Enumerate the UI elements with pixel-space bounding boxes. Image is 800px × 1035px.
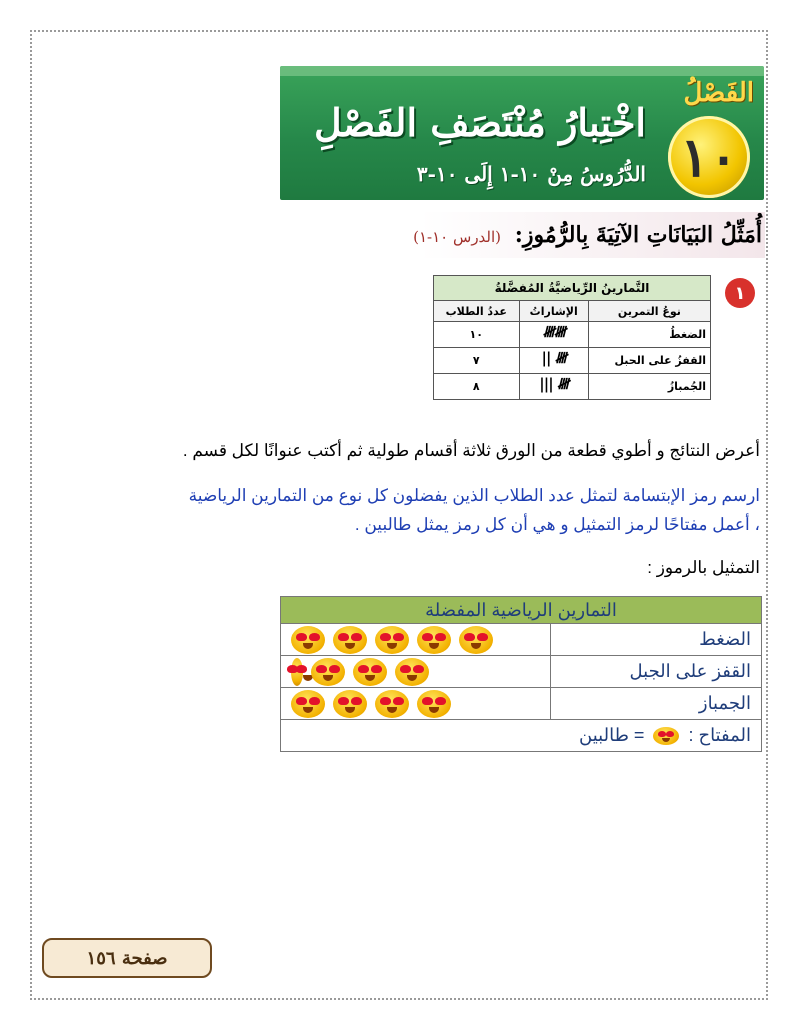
section-heading-text: أُمَثِّلُ البَيَانَاتِ الآتِيَةَ بِالرُّمُوزِ: (514, 222, 762, 248)
pictograph-icons (281, 688, 551, 720)
banner-subtitle: الدُّرُوسُ مِنْ ١٠-١ إِلَى ١٠-٣ (416, 162, 646, 186)
instruction-line-2: ارسم رمز الإبتسامة لتمثل عدد الطلاب الذين يفضلون كل نوع من التمارين الرياضية (188, 486, 760, 505)
smiley-heart-eyes-icon (333, 626, 367, 654)
pictograph-title: التمارين الرياضية المفضلة (281, 597, 762, 624)
key-value: = طالبين (579, 725, 645, 745)
smiley-heart-eyes-icon (291, 658, 303, 686)
tally-header-marks: الإشاراتُ (519, 301, 588, 322)
smiley-heart-eyes-icon (353, 658, 387, 686)
smiley-heart-eyes-icon (291, 626, 325, 654)
table-row (434, 374, 711, 400)
tally-marks: 𝍸𝍸 (519, 322, 588, 348)
banner-stripe (280, 66, 764, 76)
pictograph-table (280, 596, 762, 752)
pictograph-icons (281, 624, 551, 656)
chapter-word: الفَصْلُ (683, 78, 754, 108)
tally-header-exercise: نوعُ التمرين (588, 301, 710, 322)
pictograph-key (281, 720, 762, 752)
pictograph-row-label: القفز على الجبل (551, 656, 762, 688)
pictograph-icons (281, 656, 551, 688)
table-row (281, 624, 762, 656)
pictograph-label: التمثيل بالرموز : (647, 558, 760, 577)
smiley-heart-eyes-icon (417, 690, 451, 718)
tally-table (433, 275, 711, 400)
smiley-heart-eyes-icon (291, 690, 325, 718)
banner-title: اخْتِبارُ مُنْتَصَفِ الفَصْلِ (313, 100, 646, 145)
tally-exercise: الضغطُ (588, 322, 710, 348)
smiley-heart-eyes-icon (311, 658, 345, 686)
smiley-heart-eyes-icon (459, 626, 493, 654)
smiley-heart-eyes-icon (653, 727, 679, 745)
question-number-badge: ١ (725, 278, 755, 308)
chapter-number-badge: ١٠ (668, 116, 750, 198)
chapter-banner (280, 66, 764, 200)
tally-marks: 𝍸 || (519, 348, 588, 374)
tally-header-count: عددُ الطلاب (434, 301, 520, 322)
table-row (434, 348, 711, 374)
table-row (281, 656, 762, 688)
lesson-reference: (الدرس ١٠-١) (413, 228, 502, 246)
smiley-heart-eyes-icon (375, 690, 409, 718)
smiley-heart-eyes-icon (417, 626, 451, 654)
tally-exercise: الجُمبازُ (588, 374, 710, 400)
pictograph-row-label: الجمباز (551, 688, 762, 720)
page-number: صفحة ١٥٦ (42, 938, 212, 978)
smiley-heart-eyes-icon (395, 658, 429, 686)
tally-count: ٧ (434, 348, 520, 374)
smiley-heart-eyes-icon (375, 626, 409, 654)
table-row (434, 322, 711, 348)
tally-count: ١٠ (434, 322, 520, 348)
section-heading (413, 222, 762, 248)
instruction-line-1: أعرض النتائج و أطوي قطعة من الورق ثلاثة أقسام طولية ثم أكتب عنوانًا لكل قسم . (182, 441, 760, 460)
table-row (281, 688, 762, 720)
instruction-line-3: ، أعمل مفتاحًا لرمز التمثيل و هي أن كل رمز يمثل طالبين . (354, 515, 760, 534)
tally-count: ٨ (434, 374, 520, 400)
table-row (281, 720, 762, 752)
pictograph-row-label: الضغط (551, 624, 762, 656)
smiley-heart-eyes-icon (333, 690, 367, 718)
tally-marks: 𝍸 ||| (519, 374, 588, 400)
tally-exercise: القفزُ على الحبل (588, 348, 710, 374)
key-label: المفتاح : (688, 725, 751, 745)
tally-table-caption: التَّمارينُ الرِّياضيَّةُ المُفضَّلةُ (434, 276, 711, 301)
